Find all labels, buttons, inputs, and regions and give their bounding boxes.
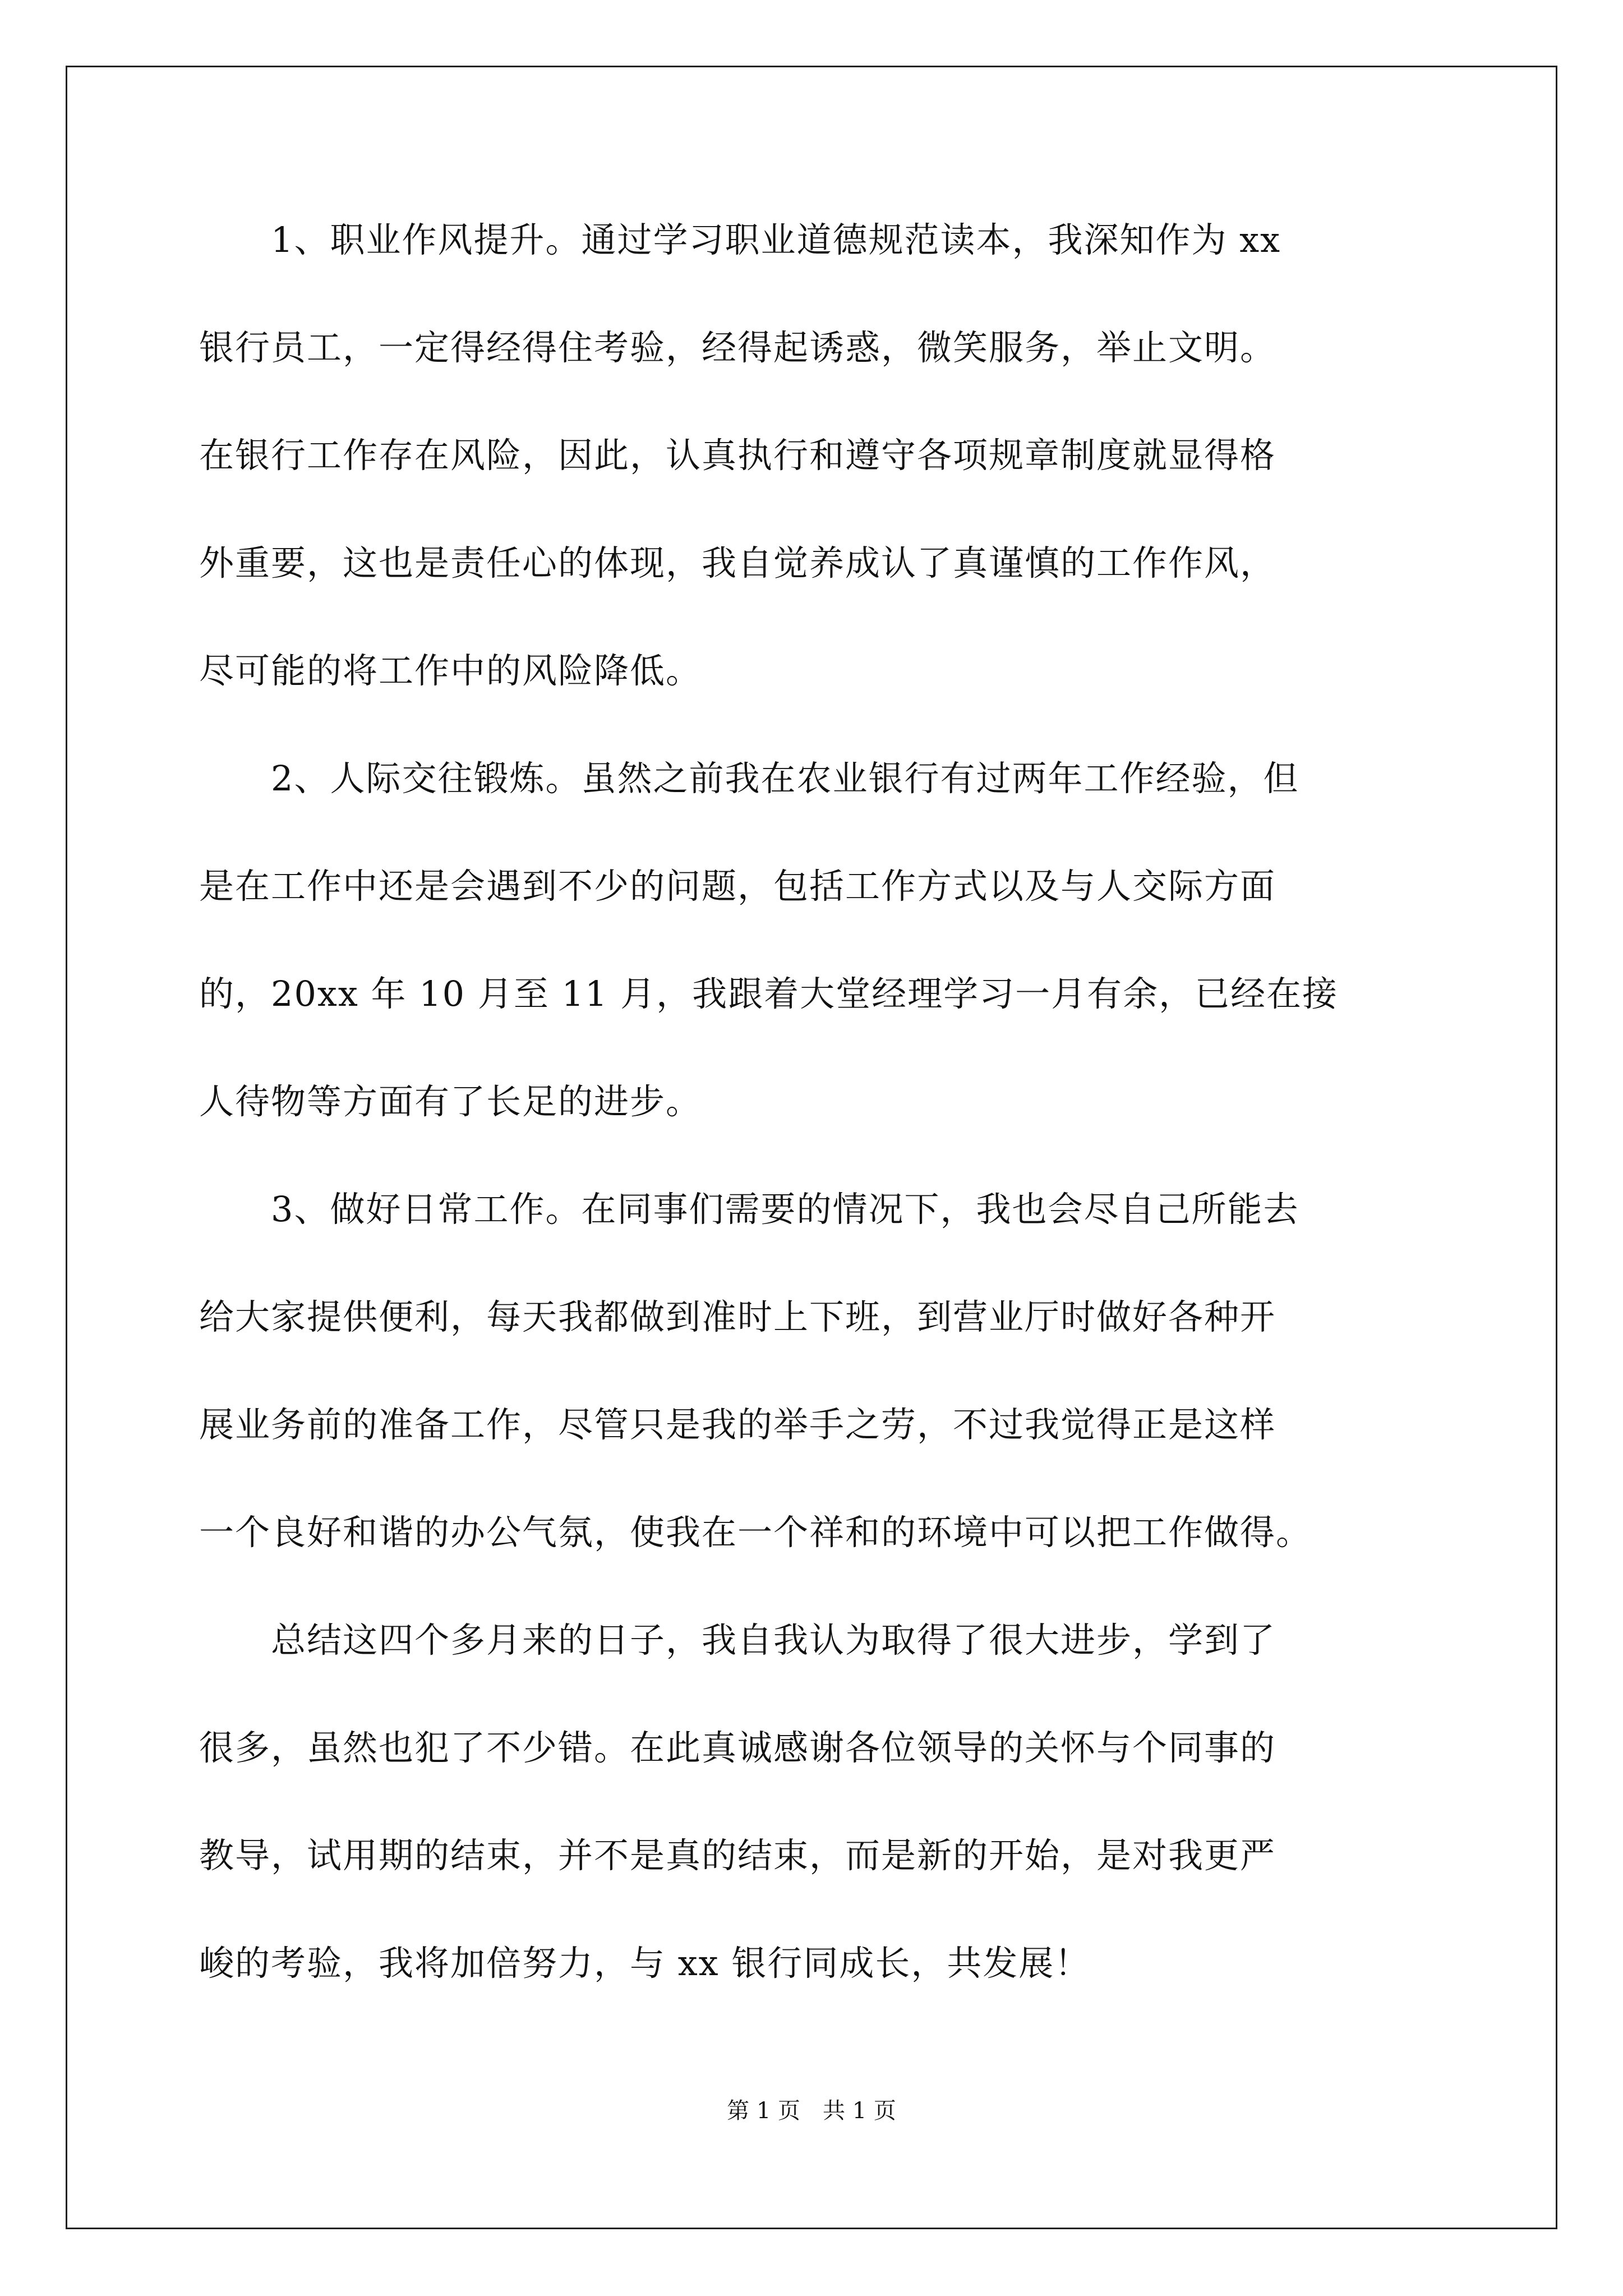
text-line: 在银行工作存在风险，因此，认真执行和遵守各项规章制度就显得格	[199, 435, 1276, 476]
text-line: 是在工作中还是会遇到不少的问题，包括工作方式以及与人交际方面	[199, 866, 1276, 907]
text-line: 尽可能的将工作中的风险降低。	[199, 650, 702, 691]
text-line: 峻的考验，我将加倍努力，与 xx 银行同成长，共发展！	[199, 1943, 1091, 1984]
text-line: 教导，试用期的结束，并不是真的结束，而是新的开始，是对我更严	[199, 1835, 1276, 1876]
text-line: 给大家提供便利，每天我都做到准时上下班，到营业厅时做好各种开	[199, 1296, 1276, 1337]
text-line: 很多，虽然也犯了不少错。在此真诚感谢各位领导的关怀与个同事的	[199, 1727, 1276, 1768]
page-number-footer: 第 1 页 共 1 页	[727, 2098, 896, 2124]
text-line: 银行员工，一定得经得住考验，经得起诱惑，微笑服务，举止文明。	[199, 327, 1276, 368]
text-line: 1、职业作风提升。通过学习职业道德规范读本，我深知作为 xx	[199, 219, 1281, 260]
text-line: 展业务前的准备工作，尽管只是我的举手之劳，不过我觉得正是这样	[199, 1404, 1276, 1445]
text-line: 2、人际交往锻炼。虽然之前我在农业银行有过两年工作经验，但	[199, 758, 1299, 799]
text-line: 总结这四个多月来的日子，我自我认为取得了很大进步，学到了	[199, 1619, 1276, 1660]
text-line: 人待物等方面有了长足的进步。	[199, 1081, 702, 1122]
page-border	[66, 66, 1557, 2229]
text-line: 的，20xx 年 10 月至 11 月，我跟着大堂经理学习一月有余，已经在接	[199, 973, 1339, 1014]
text-line: 3、做好日常工作。在同事们需要的情况下，我也会尽自己所能去	[199, 1189, 1299, 1230]
text-line: 一个良好和谐的办公气氛，使我在一个祥和的环境中可以把工作做得。	[199, 1512, 1312, 1553]
text-line: 外重要，这也是责任心的体现，我自觉养成认了真谨慎的工作作风，	[199, 542, 1276, 583]
